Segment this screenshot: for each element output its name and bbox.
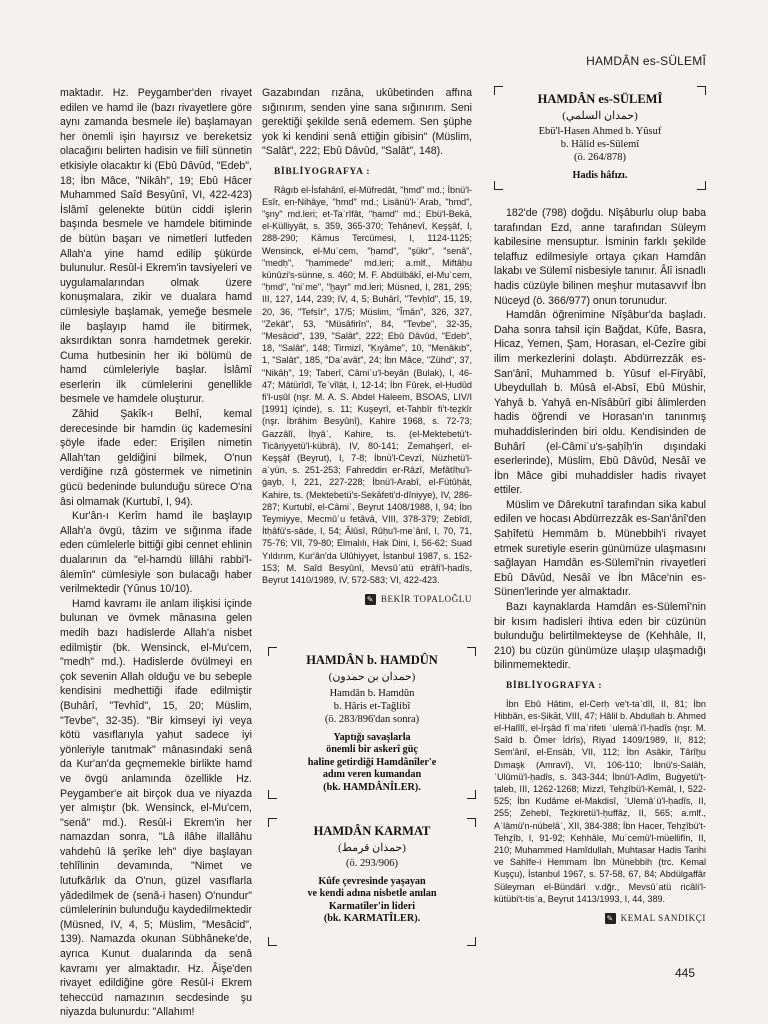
entry-line: (ö. 293/906): [346, 858, 398, 869]
bibliography-title: BİBLİYOGRAFYA :: [274, 166, 371, 177]
paragraph: Müslim ve Dârekutnî tarafından sika kabul edilen ve hocası Abdürrezzâk es-San'ânî'den Ṣaḥîfetü Hemmâm b. Münebbih'i rivayet etmek suretiyle eserin günümüze ulaşmasını sağlayan Hamdân es-Sülemî'nin rivayetleri Ebû Dâvûd, Nesâî ve İbn Mâce'nin es-Sünen'lerinde yer almaktadır.: [494, 498, 706, 599]
entry-line: (ö. 283/896'dan sonra): [324, 714, 420, 725]
corner-mark: [268, 790, 277, 799]
entry-title: HAMDÂN b. HAMDÛN: [306, 653, 438, 667]
entry-line: Ebü'l-Hasen Ahmed b. Yûsuf: [538, 126, 662, 137]
column-2: [262, 86, 472, 607]
corner-mark: [467, 647, 476, 656]
entry-description-line: Kûfe çevresinde yaşayan: [318, 876, 426, 887]
entry-hamdan-b-hamdun: [268, 647, 476, 799]
paragraph: Bazı kaynaklarda Hamdân es-Sülemî'nin bir kısım hadisleri ihtiva eden bir cüzünün bulunduğu belirtilmekteyse de (Kehhâle, II, 210) bu cüzün günümüze ulaşıp ulaşmadığı bilinmemektedir.: [494, 601, 706, 672]
author-signature: [494, 911, 706, 926]
author-icon: ✎: [366, 595, 375, 605]
entry-line: Hamdân b. Hamdûn: [329, 688, 415, 699]
paragraph: 182'de (798) doğdu. Nîşâburlu olup baba tarafından Ezd, anne tarafından Süleym kabilesine mensuptur. İsminin farklı şekilde telaffuz edilmesiyle ortaya çıkan Hamdân lakabı ve Sülemî nisbesiyle tanınır. Âlî isnadlı hadis cüzüyle bilinen meşhur mutasavvıf İbn Nüceyd (ö. 366/977) onun torunudur.: [494, 207, 706, 307]
corner-mark: [268, 937, 277, 946]
column-3: [494, 206, 706, 926]
entry-description-line: önemli bir askerî güç: [326, 744, 418, 756]
paragraph: Hamdân öğrenimine Nîşâbur'da başladı. Daha sonra tahsil için Bağdat, Kûfe, Basra, Hicaz, Yemen, Şam, Horasan, el-Cezîre gibi ilim merkezlerini dolaştı. Abdürrezzâk es-San'ânî, Muhammed b. Yûsuf el-Firyâbî, Ubeydullah b. Mûsâ el-Absî, Ebû Müshir, Yahyâ b. Yahyâ en-Nîsâbûrî gibi âlimlerden hadis öğrendi ve Horasan'ın tanınmış muhaddislerinden biri oldu. Kendisinden de Buhârî (el-Câmiʿu's-ṣaḥîḥ'in dışındaki eserlerinde), Müslim, Ebû Dâvûd, Nesâî ve İbn Mâce gibi muhaddisler hadis rivayet ettiler.: [494, 309, 706, 497]
entry-description-line: adını veren kumandan: [322, 769, 422, 781]
paragraph: Gazabından rızâna, ukûbetinden affına sığınırım, senden yine sana sığınırım. Seni gerektiği şekilde senâ edemem. Sen şüphe yok ki kendini senâ ettiğin gibisin" (Müslim, "Salât", 222; Ebû Dâvûd, "Salât", 148).: [262, 87, 472, 158]
author-signature: [262, 592, 472, 607]
entry-title: HAMDÂN KARMAT: [313, 824, 431, 838]
entry-description: [268, 732, 476, 794]
entry-description-line: Hadis hâfızı.: [572, 170, 628, 181]
entry-description-line: (bk. KARMATÎLER).: [323, 913, 421, 925]
corner-mark: [268, 647, 277, 656]
entry-hamdan-es-sulemi: [494, 86, 706, 190]
paragraph: Zâhid Şakîk-ı Belhî, kemal derecesinde bir hamdin üç kademesini şöyle ifade eder: Erişilen nimetin Allah'tan geldiğini bilmek, O'nun verdiğine rızâ göstermek ve nimetinin gücü bedeninde bulunduğu sürece O'na âsi olmamak (Kurtubî, I, 94).: [60, 408, 252, 508]
bibliography: Râgıb el-İsfahânî, el-Müfredât, "ḥmd" md.; İbnü'l-Esîr, en-Nihâye, "ḥmd" md.; Lisânü'l-ʿArab, "ḥmd", "şny" md.leri; et-Taʿrîfât, "ḥamd" md.; Ebü'l-Bekā, el-Külliyyât, s. 359, 365-370; Tehânevî, Keşşâf, I, 288-290; Kāmus Tercümesi, I, 1124-1125; Wensinck, el-Muʿcem, "ḥamd", "şükr", "senâ", "medḥ", "ḥammede" md.leri; a.mlf., Miftâḥu künûzi's-sünne, s. 460; M. F. Abdülbâkī, el-Muʿcem, "ḥmd", "niʿme", "ḫayr" md.leri; Müsned, I, 281, 295; III, 127, 144, 239; IV, 4, 5; Buhârî, "Tevḥîd", 15, 19, 20, 36, "Tefsîr", 17/5; Müslim, "Îmân", 326, 327, "Zekât", 53, "Müsâfirîn", 84, "Tevbe", 32-35, "Mesâcid", 139, "Salât", 222; Ebû Dâvûd, "Edeb", 18, "Salât", 148; Tirmizî, "Ḳıyâme", 10, "Menâkıb", 1, "Salât", 185, "Daʿavât", 24; İbn Mâce, "Zühd", 37, "Nikâḥ", 19; Taberî, Câmiʿu'l-beyân (Bulak), I, 46-47; Mâtürîdî, Teʾvîlât, I, 12-14; İbn Fûrek, el-Ḥudûd fi'l-uṣûl (nşr. M. A. S. Abdel Haleem, BSOAS, LIV/I [1991] içinde), s. 11; Kuşeyrî, et-Taḥbîr fi't-teẕkîr (nşr. İbrâhim Besyûnî), Kahire 1968, s. 72-73; Gazzâlî, İḥyâʾ, Kahire, ts. (el-Mektebetü't-Ticâriyyetü'l-kübrâ), IV, 80-141; Zemahşerî, el-Keşşâf (Beyrut), I, 7-8; İbnü'l-Cevzî, Nüzhetü'l-aʿyün, s. 251-253; Fahreddin er-Râzî, Mefâtîḥu'l-ġayb, I, 221, 227-228; İbnü'l-Arabî, el-Fütûḥât, Kahire, ts. (Mektebetü's-Sekāfeti'd-dîniyye), IV, 286-287; Kurtubî, el-Câmiʿ, Beyrut 1408/1988, I, 94; İbn Teymiyye, Mecmûʿu fetâvâ, VIII, 378-379; Zebîdî, İtḥâfü's-sâde, I, 54; Âlûsî, Rûḥu'l-meʿânî, I, 70, 71, 75-76; VII, 79-80; Elmalılı, Hak Dini, I, 56-62; Suad Yıldırım, Kur'ân'da Ulûhiyyet, İstanbul 1987, s. 152-153; M. Saîd Besyûnî, Mevsûʿatü eṭrâfi'l-ḥadîs, Beyrut 1410/1989, IV, 572-583; VI, 422-423.: [262, 184, 472, 586]
corner-mark: [467, 937, 476, 946]
corner-mark: [268, 818, 277, 827]
author-icon: ✎: [606, 913, 614, 923]
author-name: BEKİR TOPALOĞLU: [380, 594, 472, 605]
entry-description-line: (bk. HAMDÂNÎLER).: [323, 781, 421, 793]
corner-mark: [697, 181, 706, 190]
paragraph: Hamd kavramı ile anlam ilişkisi içinde bulunan ve övmek mânasına gelen medih bazı hadislerde Allah'a nisbet edilmiştir (bk. Wensinck, el-Mu'cem, "medh" md.). Hadislerde övülmeyi en çok sevenin Allah olduğu ve bu sebeple kendisini medhettiği ifade edilmiştir (Buhârî, "Tevhîd", 15, 20; Müslim, "Tevbe", 32-35). "Bir kimseyi iyi veya kötü vasıflarıyla yahut sadece iyi yönleriyle tanıtmak" mânasındaki senâ da Kur'an'da geçmemekle birlikte hamd ve övgü anlamında özellikle Hz. Peygamber'e ait birçok dua ve niyazda yer almıştır (bk. Wensinck, el-Mu'cem, "senâ" md.). Resûl-i Ekrem'in her namazdan sonra, "Lâ ilâhe illallâhu vahdehû lâ şerîke leh" diye başlayan tehlîlinin devamında, "Nimet ve lutufkârlık da O'nun, güzel vasıflarla yâdedilmek de (senâ-i hasen) O'nundur" cümlelerinin bulunduğu kaydedilmektedir (Müsned, IV, 4, 5; Müslim, "Mesâcid", 139). Namazda okunan Sübhâneke'de, ayrıca Kunut dualarında da senâ kavramı yer almaktadır. Hz. Âişe'den rivayet edildiğine göre Resûl-i Ekrem teheccüd namazının secdesinde şu niyazda bulunurdu: "Allahım!: [60, 597, 252, 1019]
entry-arabic-title: (حمدان قرمط): [338, 842, 406, 854]
entry-arabic-title: (حمدان بن حمدون): [328, 671, 416, 683]
entry-description: [494, 170, 706, 182]
corner-mark: [467, 790, 476, 799]
corner-mark: [697, 86, 706, 95]
corner-mark: [467, 818, 476, 827]
entry-description-line: haline getirdiği Hamdânîler'e: [307, 756, 437, 768]
entry-description-line: Yaptığı savaşlarla: [333, 732, 411, 743]
entry-line: b. Hâlid es-Sülemî: [560, 139, 640, 150]
entry-line: (ö. 264/878): [574, 152, 626, 163]
page-number: 445: [675, 966, 696, 980]
column-1: [60, 86, 252, 1020]
paragraph: Kur'ân-ı Kerîm hamd ile başlayıp Allah'a övgü, tâzim ve sığınma ifade eden cümlelerle bittiği gibi cennet ehlinin dualarının da "el-hamdü lillâhi rabbi'l-âlemîn" cümlesiyle son bulacağı haber verilmektedir (Yûnus 10/10).: [60, 510, 252, 596]
entry-description: [268, 876, 476, 926]
entry-description-line: Karmatîler'in lideri: [328, 900, 416, 912]
running-header: HAMDÂN es-SÜLEMÎ: [586, 54, 706, 68]
author-name: KEMAL SANDIKÇI: [620, 913, 706, 924]
entry-hamdan-karmat: [268, 818, 476, 946]
corner-mark: [494, 86, 503, 95]
paragraph: maktadır. Hz. Peygamber'den rivayet edilen ve hamd ile (bazı rivayetlere göre aynı zamanda besmele ile) başlamayan her önemli işin hayırsız ve bereketsiz olacağını belirten hadisin ve fiilî sünnetin etkisiyle olacaktır ki (Ebû Dâvûd, "Edeb", 18; İbn Mâce, "Nikâh", 19; Ebû Hâcer Muhammed Saîd Besyûnî, VI, 422-423) İslâmî gelenekte bütün ciddi işlerin başında besmele ve hamdele bitiminde de bütün başarı ve nimetleri lutfeden Allah'a yine hamd edilip şükürde bulunulur. Resûl-i Ekrem'in tavsiyeleri ve uygulamalarından olmak üzere konuşmalara, zikir ve dualara hamd cümlesiyle başlamak, yemeğe besmele ile başlayıp hamd ile bitirmek, aksırdıktan sonra hamdetmek gerekir. Cuma hutbesinin her iki bölümü de hamd cümleleriyle başlar. İslâmî eserlerin ilk cümlelerini genellikle besmele ve hamdele oluşturur.: [60, 87, 252, 406]
entry-description-line: ve kendi adına nisbetle anılan: [307, 888, 437, 900]
entry-arabic-title: (حمدان السلمي): [562, 110, 638, 122]
entry-line: b. Hâris et-Tağlibî: [333, 701, 411, 712]
bibliography: İbn Ebû Hâtim, el-Cerḥ ve't-taʿdîl, II, 81; İbn Hibbân, es-Ṣiḳāt, VIII, 47; Hâlil b. Abdullah b. Ahmed el-Halîlî, el-İrşâd fî maʿrifeti ʿulemâʾi'l-ḥadîs (nşr. M. Saîd b. Ömer İdrîs), Riyad 1409/1989, II, 812; Sem'ânî, el-Ensâb, VII, 112; İbn Asâkir, Târîḫu Dımaşḳ (Amravî), VI, 106-110; İbnü's-Salâh, ʿUlûmü'l-ḥadîs, s. 343-344; İbnü'l-Adîm, Buġyetü'ṭ-ṭaleb, III, 1262-1268; Mizzî, Tehẕîbü'l-Kemâl, I, 522-525; İbn Kudâme el-Makdisî, ʿUlemâʾü'l-ḥadîs, II, 255; Zehebî, Teẕkiretü'l-ḥuffâẓ, II, 565; a.mlf., Aʿlâmü'n-nübelâʾ, XII, 384-388; İbn Hacer, Tehẕîbü't-Tehẕîb, I, 91-92; Kehhâle, Muʿcemü'l-müellifîn, II, 210; Muhammed Hamîdullah, Muhtasar Hadis Tarihi ve Sahîfe-i Hemmam İbn Münebbih (trc. Kemal Kuşçu), İstanbul 1967, s. 57-58, 67, 84; Abdülgaffâr Süleyman el-Bündârî v.dğr., Mevsûʿatü ricâli'l-kütübi't-tisʿa, Beyrut 1413/1993, I, 44, 389.: [494, 698, 706, 904]
entry-title: HAMDÂN es-SÜLEMÎ: [537, 92, 663, 106]
corner-mark: [494, 181, 503, 190]
bibliography-title: BİBLİYOGRAFYA :: [506, 681, 603, 691]
